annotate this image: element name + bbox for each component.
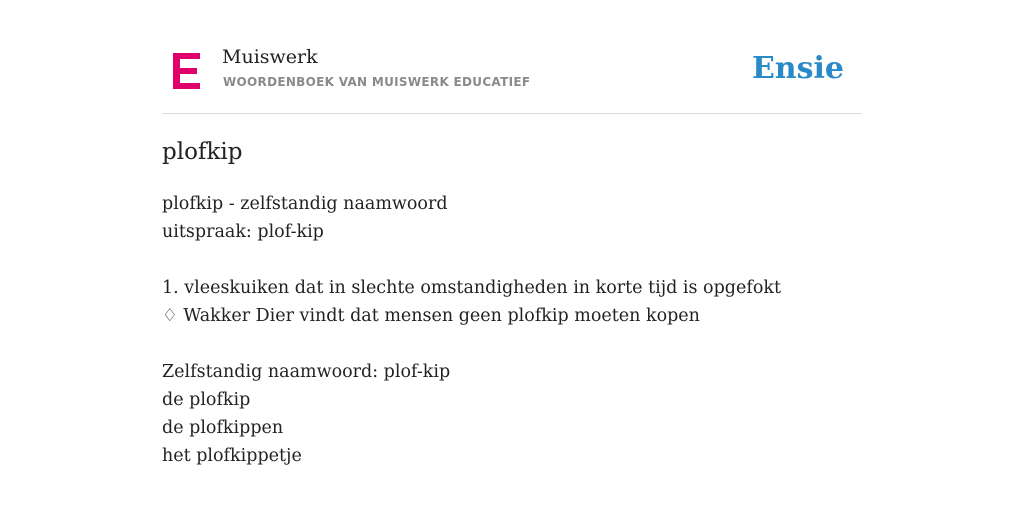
publisher-name[interactable]: Muiswerk	[222, 46, 318, 68]
dictionary-subtitle: WOORDENBOEK VAN MUISWERK EDUCATIEF	[223, 75, 531, 89]
ensie-logo[interactable]: Ensie	[751, 51, 844, 86]
entry-line-spacer	[162, 246, 862, 274]
entry-line-pronunciation: uitspraak: plof-kip	[162, 222, 324, 242]
muiswerk-logo-icon[interactable]	[173, 53, 200, 89]
entry-line-syllabification: Zelfstandig naamwoord: plof-kip	[162, 362, 451, 382]
entry-line-plural: de plofkippen	[162, 418, 284, 438]
entry-headword: plofkip	[162, 139, 243, 165]
entry-line-definition: 1. vleeskuiken dat in slechte omstandigheden in korte tijd is opgefokt	[162, 278, 781, 298]
entry-line-example: ♢ Wakker Dier vindt dat mensen geen plofkip moeten kopen	[162, 306, 700, 326]
entry-line-singular: de plofkip	[162, 390, 251, 410]
entry-line-diminutive: het plofkippetje	[162, 446, 302, 466]
entry-line-spacer	[162, 330, 862, 358]
entry-body	[162, 190, 862, 470]
entry-line-pos: plofkip - zelfstandig naamwoord	[162, 194, 448, 214]
header	[162, 0, 862, 114]
